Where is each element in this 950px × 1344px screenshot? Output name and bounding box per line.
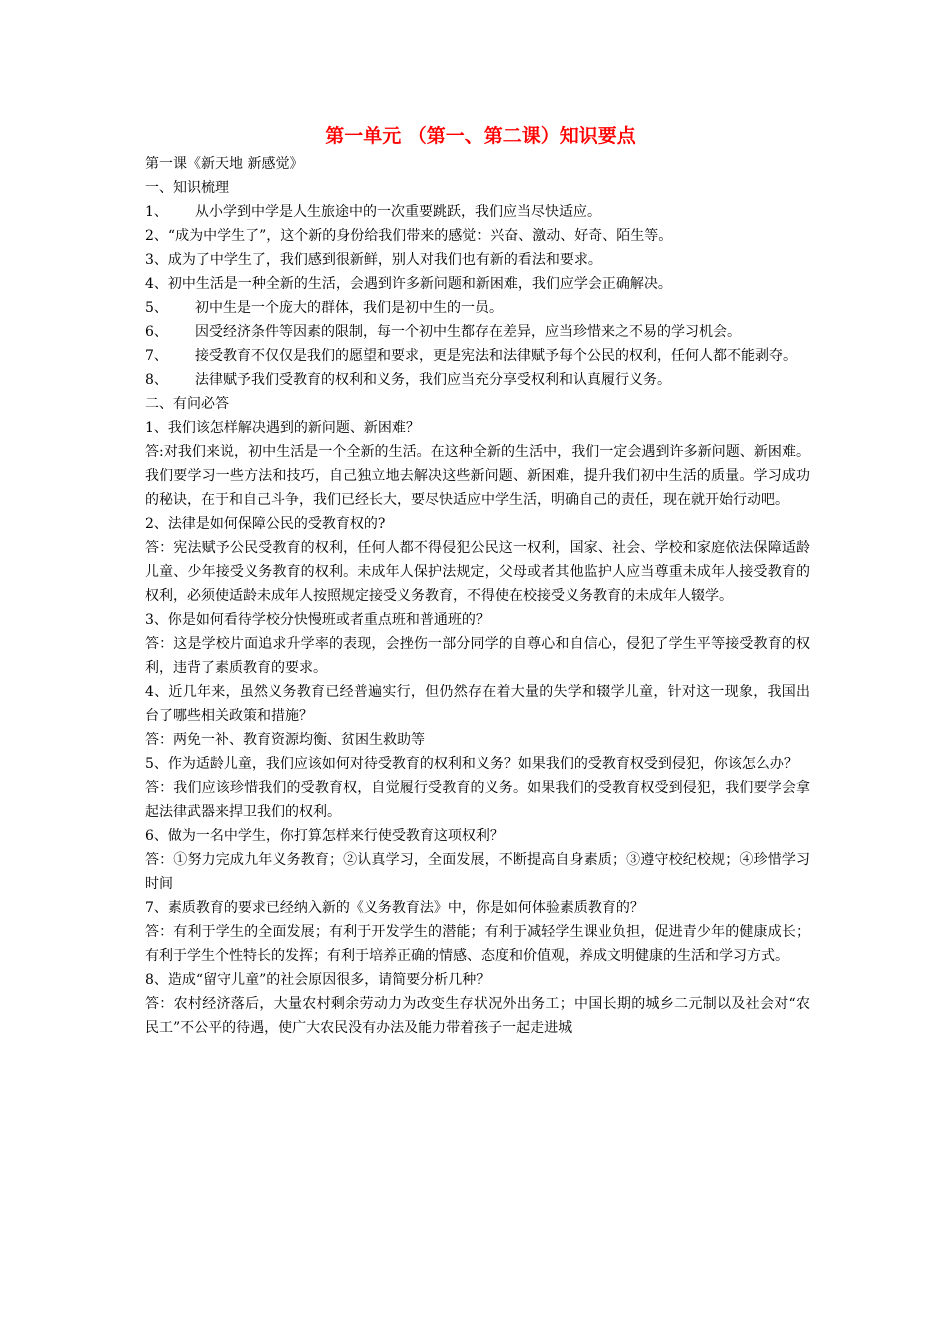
answer: 答：农村经济落后，大量农村剩余劳动力为改变生存状况外出务工；中国长期的城乡二元制以及社会对“农民工”不公平的待遇，使广大农民没有办法及能力带着孩子一起走进城: [145, 996, 810, 1036]
point-text: 2、“成为中学生了”，这个新的身份给我们带来的感觉：兴奋、激动、好奇、陌生等。: [145, 228, 673, 244]
answer: 答：①努力完成九年义务教育；②认真学习，全面发展，不断提高自身素质；③遵守校纪校规；④珍惜学习时间: [145, 852, 810, 892]
question: 7、素质教育的要求已经纳入新的《义务教育法》中，你是如何体验素质教育的？: [145, 900, 644, 916]
answer: 答:对我们来说，初中生活是一个全新的生活。在这种全新的生活中，我们一定会遇到许多新问题、新困难。我们要学习一些方法和技巧，自己独立地去解决这些新问题、新困难，提升我们初中生活的质量。学习成功的秘诀，在于和自己斗争，我们已经长大，要尽快适应中学生活，明确自己的责任，现在就开始行动吧。: [145, 444, 810, 508]
point-text: 4、初中生活是一种全新的生活，会遇到许多新问题和新困难，我们应学会正确解决。: [145, 276, 672, 292]
point-number: 8、: [145, 372, 168, 388]
document-page: [145, 122, 810, 1040]
point-number: 6、: [145, 324, 168, 340]
page-title: 第一单元 （第一、第二课）知识要点: [325, 125, 636, 147]
answer: 答：两免一补、教育资源均衡、贫困生救助等: [145, 732, 425, 748]
answer: 答：宪法赋予公民受教育的权利，任何人都不得侵犯公民这一权利，国家、社会、学校和家庭依法保障适龄儿童、少年接受义务教育的权利。未成年人保护法规定，父母或者其他监护人应当尊重未成年人接受教育的权利，必须使适龄未成年人按照规定接受义务教育，不得使在校接受义务教育的未成年人辍学。: [145, 540, 810, 604]
question: 6、做为一名中学生，你打算怎样来行使受教育这项权利？: [145, 828, 504, 844]
point-item: [145, 296, 810, 320]
point-text: 3、成为了中学生了，我们感到很新鲜，别人对我们也有新的看法和要求。: [145, 252, 602, 268]
point-text: 初中生是一个庞大的群体，我们是初中生的一员。: [195, 300, 503, 316]
point-item: [145, 320, 810, 344]
answer: 答：我们应该珍惜我们的受教育权，自觉履行受教育的义务。如果我们的受教育权受到侵犯，我们要学会拿起法律武器来捍卫我们的权利。: [145, 780, 810, 820]
section-heading-2: 二、有问必答: [145, 396, 229, 412]
question: 5、作为适龄儿童，我们应该如何对待受教育的权利和义务？如果我们的受教育权受到侵犯，你该怎么办？: [145, 756, 798, 772]
point-item: [145, 248, 810, 272]
question: 8、造成“留守儿童”的社会原因很多，请简要分析几种？: [145, 972, 491, 988]
question: 3、你是如何看待学校分快慢班或者重点班和普通班的？: [145, 612, 490, 628]
point-item: [145, 200, 810, 224]
point-number: 5、: [145, 300, 168, 316]
section-heading-1: 一、知识梳理: [145, 180, 229, 196]
point-number: 1、: [145, 204, 168, 220]
point-item: [145, 272, 810, 296]
question: 2、法律是如何保障公民的受教育权的?: [145, 516, 386, 532]
point-text: 法律赋予我们受教育的权利和义务，我们应当充分享受权利和认真履行义务。: [195, 372, 671, 388]
point-item: [145, 368, 810, 392]
point-text: 因受经济条件等因素的限制，每一个初中生都存在差异，应当珍惜来之不易的学习机会。: [195, 324, 741, 340]
point-number: 7、: [145, 348, 168, 364]
answer: 答：有利于学生的全面发展；有利于开发学生的潜能；有利于减轻学生课业负担，促进青少年的健康成长；有利于学生个性特长的发挥；有利于培养正确的情感、态度和价值观，养成文明健康的生活和学习方式。: [145, 924, 810, 964]
lesson-heading: 第一课《新天地 新感觉》: [145, 156, 304, 172]
question: 1、我们该怎样解决遇到的新问题、新困难？: [145, 420, 420, 436]
point-item: [145, 344, 810, 368]
answer: 答：这是学校片面追求升学率的表现，会挫伤一部分同学的自尊心和自信心，侵犯了学生平等接受教育的权利，违背了素质教育的要求。: [145, 636, 810, 676]
question: 4、近几年来，虽然义务教育已经普遍实行，但仍然存在着大量的失学和辍学儿童，针对这一现象，我国出台了哪些相关政策和措施？: [145, 684, 810, 724]
point-item: [145, 224, 810, 248]
point-text: 接受教育不仅仅是我们的愿望和要求，更是宪法和法律赋予每个公民的权利，任何人都不能剥夺。: [195, 348, 797, 364]
point-text: 从小学到中学是人生旅途中的一次重要跳跃，我们应当尽快适应。: [195, 204, 601, 220]
